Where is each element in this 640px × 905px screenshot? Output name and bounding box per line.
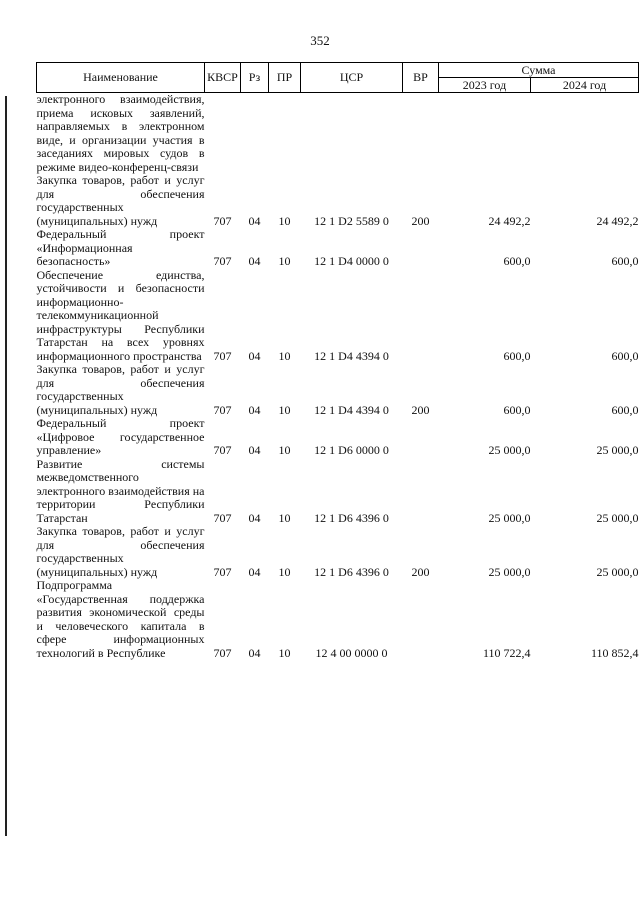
row-kvsr: 707 <box>213 645 232 660</box>
header-name: Наименование <box>37 63 205 93</box>
header-kvsr: КВСР <box>205 63 241 93</box>
row-name: электронного взаимодействия, приема исковых заявлений, направляемых в электронном виде, и организации участия в заседаниях мировых судов в режиме видео-конференц-связи <box>36 92 205 174</box>
row-pr: 10 <box>278 564 291 579</box>
table-row <box>37 579 639 660</box>
row-kvsr: 707 <box>213 510 232 525</box>
row-2024: 600,0 <box>611 348 639 363</box>
row-vr: 200 <box>411 213 430 228</box>
row-csr: 12 4 00 0000 0 <box>315 645 388 660</box>
header-2023: 2023 год <box>439 78 531 93</box>
row-csr: 12 1 D4 4394 0 <box>314 402 389 417</box>
row-2023: 600,0 <box>503 348 531 363</box>
table-row <box>37 458 639 526</box>
row-name: Федеральный проект «Цифровое государственное управление» <box>36 416 205 457</box>
row-rz: 04 <box>248 510 261 525</box>
row-csr: 12 1 D4 4394 0 <box>314 348 389 363</box>
row-2024 <box>531 93 639 175</box>
row-pr: 10 <box>278 645 291 660</box>
row-2024: 25 000,0 <box>596 510 639 525</box>
row-name: Подпрограмма «Государственная поддержка развития экономической среды и человеческого капитала в сфере информационных технологий в Республике <box>36 578 205 660</box>
row-rz: 04 <box>248 348 261 363</box>
table-row <box>37 174 639 228</box>
row-vr <box>403 417 439 458</box>
row-2024: 25 000,0 <box>596 443 639 457</box>
row-csr <box>301 93 403 175</box>
row-kvsr: 707 <box>213 213 232 228</box>
scan-edge-line <box>5 96 7 836</box>
row-pr: 10 <box>278 402 291 417</box>
row-vr: 200 <box>411 402 430 417</box>
row-pr: 10 <box>278 510 291 525</box>
row-kvsr: 707 <box>213 402 232 417</box>
row-kvsr: 707 <box>213 443 232 457</box>
row-name: Федеральный проект «Информационная безопасность» <box>36 227 205 268</box>
header-sum: Сумма <box>439 63 639 78</box>
row-pr: 10 <box>278 348 291 363</box>
row-2024: 24 492,2 <box>596 213 639 228</box>
table-row <box>37 525 639 579</box>
row-rz: 04 <box>248 443 261 457</box>
row-2024: 600,0 <box>611 254 639 268</box>
row-name: Закупка товаров, работ и услуг для обеспечения государственных (муниципальных) нужд <box>36 173 205 228</box>
row-rz <box>241 93 269 175</box>
row-csr: 12 1 D6 0000 0 <box>314 443 389 457</box>
row-vr <box>403 93 439 175</box>
budget-table <box>36 62 639 660</box>
row-vr <box>403 579 439 660</box>
row-name: Развитие системы межведомственного электронного взаимодействия на территории Республики Татарстан <box>36 456 205 525</box>
row-2023: 110 722,4 <box>482 645 531 660</box>
row-kvsr: 707 <box>213 564 232 579</box>
row-2023: 25 000,0 <box>488 510 531 525</box>
row-2023 <box>439 93 531 175</box>
table-row <box>37 93 639 175</box>
row-rz: 04 <box>248 213 261 228</box>
row-pr: 10 <box>278 213 291 228</box>
row-csr: 12 1 D6 4396 0 <box>314 564 389 579</box>
row-kvsr <box>205 93 241 175</box>
header-pr: ПР <box>269 63 301 93</box>
row-pr: 10 <box>278 443 291 457</box>
table-body <box>37 93 639 661</box>
row-2023: 600,0 <box>503 402 531 417</box>
table-header <box>37 63 639 93</box>
header-vr: ВР <box>403 63 439 93</box>
row-kvsr: 707 <box>213 254 232 268</box>
table-row <box>37 228 639 269</box>
row-vr: 200 <box>411 564 430 579</box>
row-2023: 24 492,2 <box>488 213 531 228</box>
row-vr <box>403 269 439 364</box>
row-2024: 110 852,4 <box>590 645 639 660</box>
row-name: Закупка товаров, работ и услуг для обеспечения государственных (муниципальных) нужд <box>36 524 205 579</box>
row-2024: 25 000,0 <box>596 564 639 579</box>
row-rz: 04 <box>248 564 261 579</box>
row-name: Закупка товаров, работ и услуг для обеспечения государственных (муниципальных) нужд <box>36 362 205 417</box>
row-name: Обеспечение единства, устойчивости и безопасности информационно-телекоммуникационной инфраструктуры Республики Татарстан на всех уровнях информационного пространства <box>36 267 205 363</box>
row-vr <box>403 228 439 269</box>
header-2024: 2024 год <box>531 78 639 93</box>
header-rz: Рз <box>241 63 269 93</box>
row-2023: 25 000,0 <box>488 443 531 457</box>
row-csr: 12 1 D6 4396 0 <box>314 510 389 525</box>
row-2024: 600,0 <box>611 402 639 417</box>
header-csr: ЦСР <box>301 63 403 93</box>
row-pr <box>269 93 301 175</box>
row-2023: 25 000,0 <box>488 564 531 579</box>
table-row <box>37 363 639 417</box>
row-rz: 04 <box>248 254 261 268</box>
row-pr: 10 <box>278 254 291 268</box>
row-vr <box>403 458 439 526</box>
row-csr: 12 1 D2 5589 0 <box>314 213 389 228</box>
row-csr: 12 1 D4 0000 0 <box>314 254 389 268</box>
row-rz: 04 <box>248 402 261 417</box>
row-kvsr: 707 <box>213 348 232 363</box>
row-2023: 600,0 <box>503 254 531 268</box>
row-rz: 04 <box>248 645 261 660</box>
table-row <box>37 417 639 458</box>
table-row <box>37 269 639 364</box>
page-number: 352 <box>310 33 330 48</box>
